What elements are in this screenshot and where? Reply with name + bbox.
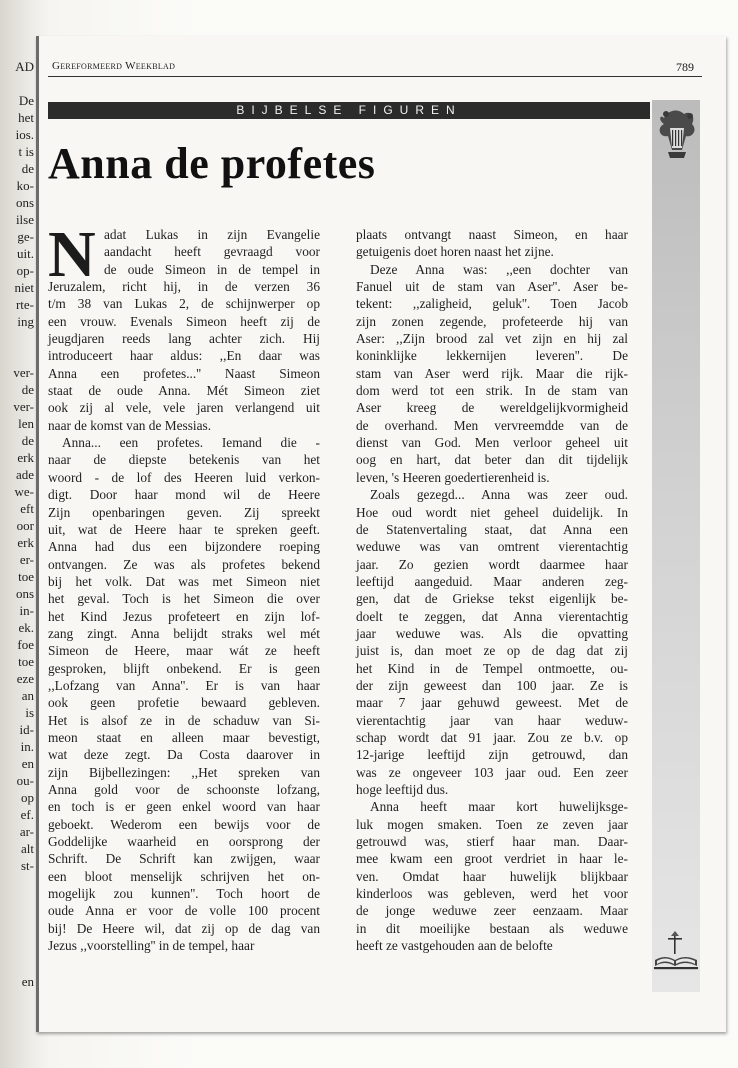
previous-page-fragment: toe — [18, 654, 34, 669]
article-line: een vrouw. Evenals Simeon heeft zij de — [48, 313, 320, 329]
article-line: staat de oude Anna. Mét Simeon ziet — [48, 383, 320, 399]
previous-page-fragment: toe — [18, 569, 34, 584]
article-line: Het is alsof ze in de schaduw van Si- — [48, 712, 320, 728]
article-line: Zoals gezegd... Anna was zeer oud. — [370, 487, 628, 503]
article-line: een bloot menselijk schrijven het on- — [48, 868, 320, 884]
article-line: tekent: ,,zaligheid, geluk''. Toen Jacob — [356, 296, 628, 312]
article-line: Aser: ,,Zijn brood zal vet zijn en hij zal — [356, 331, 628, 347]
article-column-right — [356, 226, 628, 954]
article-line: jaar. Zo gezien wordt daarmee haar — [356, 556, 628, 572]
article-line: naar de diepste betekenis van het — [48, 452, 320, 468]
previous-page-fragment: niet — [14, 280, 34, 295]
article-line: jaar weduwe was. Als die opvatting — [356, 625, 628, 641]
article-line: ,,Lofzang van Anna''. Er is van haar — [48, 677, 320, 693]
article-line: juist is, dan moet ze op de dag dat zij — [356, 643, 628, 659]
previous-page-fragment: ons — [15, 586, 34, 601]
article-line: Goddelijke waarheid en oorsprong der — [48, 834, 320, 850]
previous-page-fragment: op- — [16, 263, 34, 278]
article-line: geboekt. Wederom een bewijs voor de — [48, 816, 320, 832]
previous-page-fragment: er- — [19, 552, 34, 567]
previous-page-fragment: De — [18, 93, 34, 108]
article-line: der zijn geweest dan 100 jaar. Ze is — [356, 677, 628, 693]
article-line: zang zingt. Anna belijdt straks wel mét — [48, 625, 320, 641]
previous-page-fragment: ade — [15, 467, 34, 482]
previous-page-fragment: ou- — [16, 773, 34, 788]
article-line: Jeruzalem, richt hij, in de verzen 36 — [48, 279, 320, 295]
article-line: de jonge weduwe zeer eenzaam. Maar — [356, 903, 628, 919]
article-line: in dit moeilijke bestaan als weduwe — [356, 920, 628, 936]
previous-page-fragment: op — [21, 790, 34, 805]
article-line: digt. Door haar mond wil de Heere — [48, 487, 320, 503]
previous-page-fragment: eft — [20, 501, 34, 516]
article-line: was ze ongeveer 103 jaar oud. Een zeer — [356, 764, 628, 780]
previous-page-fragment: an — [21, 688, 34, 703]
previous-page-fragment: ver- — [13, 365, 34, 380]
article-column-left — [48, 218, 320, 954]
previous-page-fragment: ios. — [15, 127, 34, 142]
article-line: getuigenis doet horen naast het zijne. — [356, 244, 554, 260]
page-spine-edge — [36, 36, 39, 1032]
previous-page-fragment: ge- — [17, 229, 34, 244]
article-line: getrouwd was, stierf haar man. Daar- — [356, 834, 628, 850]
previous-page-fragment: ef. — [20, 807, 34, 822]
article-line: oog en hart, dat beter dan dit tijdelijk — [356, 452, 628, 468]
article-line: leven, 's Heeren goedertierenheid is. — [356, 469, 550, 485]
article-line: ook zij al vele, vele jaren verlangend uit — [48, 400, 320, 416]
article-line: mogelijk zou kunnen''. Toch hoort de — [48, 886, 320, 902]
previous-page-fragment: uit. — [17, 246, 34, 261]
previous-page-fragment: we- — [14, 484, 34, 499]
previous-page-fragment: foe — [17, 637, 34, 652]
article-line: Simeon de Heere, maar wát ze heeft — [48, 643, 320, 659]
article-line: het Kind Jezus profeteert en zijn lof- — [48, 608, 320, 624]
previous-page-fragment: st- — [21, 858, 34, 873]
previous-page-fragment: AD — [15, 59, 34, 74]
article-line: en toch is er geen enkel woord van haar — [48, 799, 320, 815]
article-line: de overhand. Men vervreemdde van de — [356, 417, 628, 433]
article-line: naar de komst van de Messias. — [48, 417, 212, 433]
article-line: Anna... een profetes. Iemand die - — [62, 435, 320, 451]
previous-page-bottom-fragment: en — [21, 974, 34, 989]
article-line: stam van Aser werd rijk. Maar die rijk- — [356, 365, 628, 381]
open-bible-icon — [653, 930, 699, 972]
previous-page-fragment: ilse — [15, 212, 34, 227]
article-line: ontvangen. Ze was als profetes bekend — [48, 556, 320, 572]
article-line: doelt te zeggen, dat Anna vierentachtig — [356, 608, 628, 624]
lyre-ornament-icon — [654, 106, 700, 168]
article-line: Schrift. De Schrift kan zwijgen, waar — [48, 851, 320, 867]
previous-page-fragment — [0, 330, 34, 347]
previous-page-fragment: de — [21, 382, 34, 397]
article-line: leeftijd aangeduid. Maar anderen zeg- — [356, 573, 628, 589]
article-line: de oude Simeon in de tempel in — [104, 261, 320, 277]
article-line: dienst van God. Men verloor geheel uit — [356, 435, 628, 451]
previous-page-fragment: erk — [17, 535, 34, 550]
article-title: Anna de profetes — [48, 139, 376, 188]
running-header-title: Gereformeerd Weekblad — [52, 60, 176, 72]
section-kicker: BIJBELSE FIGUREN — [48, 102, 650, 119]
article-line: zijn zonen zegende, profeteerde hij van — [356, 313, 628, 329]
article-line: jeugdjaren reeds lang achter zich. Hij — [48, 331, 320, 347]
article-line: meon staat en alleen maar bevestigt, — [48, 729, 320, 745]
article-line: zijn Bijbellezingen: ,,Het spreken van — [48, 764, 320, 780]
article-line: het Kind in de Tempel ontmoette, ou- — [356, 660, 628, 676]
previous-page-fragment: len — [18, 416, 34, 431]
header-rule — [48, 76, 702, 77]
previous-page-fragment: oor — [16, 518, 34, 533]
article-line: Hoe oud wordt niet geheel duidelijk. In — [356, 504, 628, 520]
article-line: vierentachtig jaar van haar weduw- — [356, 712, 628, 728]
article-line: bij! De Heere wil, dat zij op de dag van — [48, 920, 320, 936]
article-line: gen, dat de Griekse tekst eigenlijk be- — [356, 591, 628, 607]
previous-page-fragment: is — [25, 705, 34, 720]
article-line: dom werd tot een strik. In de stam van — [356, 383, 628, 399]
article-line: maar 7 jaar gehuwd geweest. Met de — [356, 695, 628, 711]
article-line: Anna heeft maar kort huwelijksge- — [370, 799, 628, 815]
article-line: introduceert haar aldus: ,,En daar was — [48, 348, 320, 364]
article-line: Anna een profetes...'' Naast Simeon — [48, 365, 320, 381]
article-line: het geval. Toch is het Simeon die over — [48, 591, 320, 607]
article-line: schap wordt dat 91 jaar. Zou ze b.v. op — [356, 729, 628, 745]
article-line: uit, wat de Heere haar te spreken geeft. — [48, 521, 320, 537]
previous-page-fragment: id- — [19, 722, 34, 737]
previous-page-fragment: t is — [18, 144, 34, 159]
article-line: Zijn openbaringen geven. Zij spreekt — [48, 504, 320, 520]
article-line: wat deze zegt. Da Costa daarover in — [48, 747, 320, 763]
previous-page-fragment: ar- — [19, 824, 34, 839]
previous-page-fragment: ver- — [13, 399, 34, 414]
previous-page-fragment — [0, 347, 34, 364]
article-line: Anna gold voor de schoonste lofzang, — [48, 782, 320, 797]
article-line: adat Lukas in zijn Evangelie — [104, 227, 320, 242]
article-line: woord - de lof des Heeren luid verkon- — [48, 469, 320, 485]
article-line: de Statenvertaling staat, dat Anna een — [356, 521, 628, 537]
article-line: aandacht heeft gevraagd voor — [104, 244, 320, 260]
previous-page-fragment: ek. — [18, 620, 34, 635]
article-line: weduwe was van omtrent vierentachtig — [356, 539, 628, 555]
previous-page-fragment: ons — [15, 195, 34, 210]
article-line: 12-jarige leeftijd zijn getrouwd, dan — [356, 747, 628, 763]
previous-page-fragment: erk — [17, 450, 34, 465]
article-line: oude Anna er voor de volle 100 procent — [48, 903, 320, 919]
decorative-sidebar — [652, 100, 700, 992]
article-line: mee kwam een groot verdriet in haar le- — [356, 851, 628, 867]
article-line: Jezus ,,voorstelling'' in de tempel, haar — [48, 938, 255, 954]
previous-page-fragment — [0, 75, 34, 92]
previous-page-fragment: in. — [20, 739, 34, 754]
article-line: ook geen profetie bewaard gebleven. — [48, 695, 320, 711]
article-line: t/m 38 van Lukas 2, de schijnwerper op — [48, 296, 320, 312]
previous-page-fragment: het — [18, 110, 34, 125]
article-line: gesproken, blijft onbekend. Er is geen — [48, 660, 320, 676]
article-line: Deze Anna was: ,,een dochter van — [370, 261, 628, 277]
article-line: heeft ze vastgehouden aan de belofte — [356, 938, 553, 954]
previous-page-fragments — [0, 58, 34, 874]
article-line: plaats ontvangt naast Simeon, en haar — [356, 227, 628, 242]
previous-page-fragment: en — [21, 756, 34, 771]
previous-page-fragment: de — [21, 161, 34, 176]
article-line: bij het volk. Dat was met Simeon niet — [48, 573, 320, 589]
article-line: Aser kreeg de wereldgelijkvormigheid — [356, 400, 628, 416]
article-line: hoge leeftijd dus. — [356, 782, 449, 797]
article-line: luk mogen smaken. Toen ze zeven jaar — [356, 816, 628, 832]
previous-page-fragment: eze — [16, 671, 34, 686]
article-line: koninklijke lekkernijen leveren''. De — [356, 348, 628, 364]
article-line: kinderloos was gebleven, werd het voor — [356, 886, 628, 902]
article-line: Fanuel uit de stam van Aser''. Aser be- — [356, 279, 628, 295]
previous-page-fragment: alt — [21, 841, 34, 856]
previous-page-fragment: rte- — [15, 297, 34, 312]
drop-cap: N — [48, 218, 96, 291]
article-line: ven. Omdat haar huwelijk blijkbaar — [356, 868, 628, 884]
previous-page-fragment: de — [21, 433, 34, 448]
previous-page-fragment: ing — [17, 314, 34, 329]
previous-page-fragment: in- — [19, 603, 34, 618]
article-line: Anna had dus een bijzondere roeping — [48, 539, 320, 555]
page-number: 789 — [676, 60, 694, 74]
previous-page-fragment: ko- — [16, 178, 34, 193]
